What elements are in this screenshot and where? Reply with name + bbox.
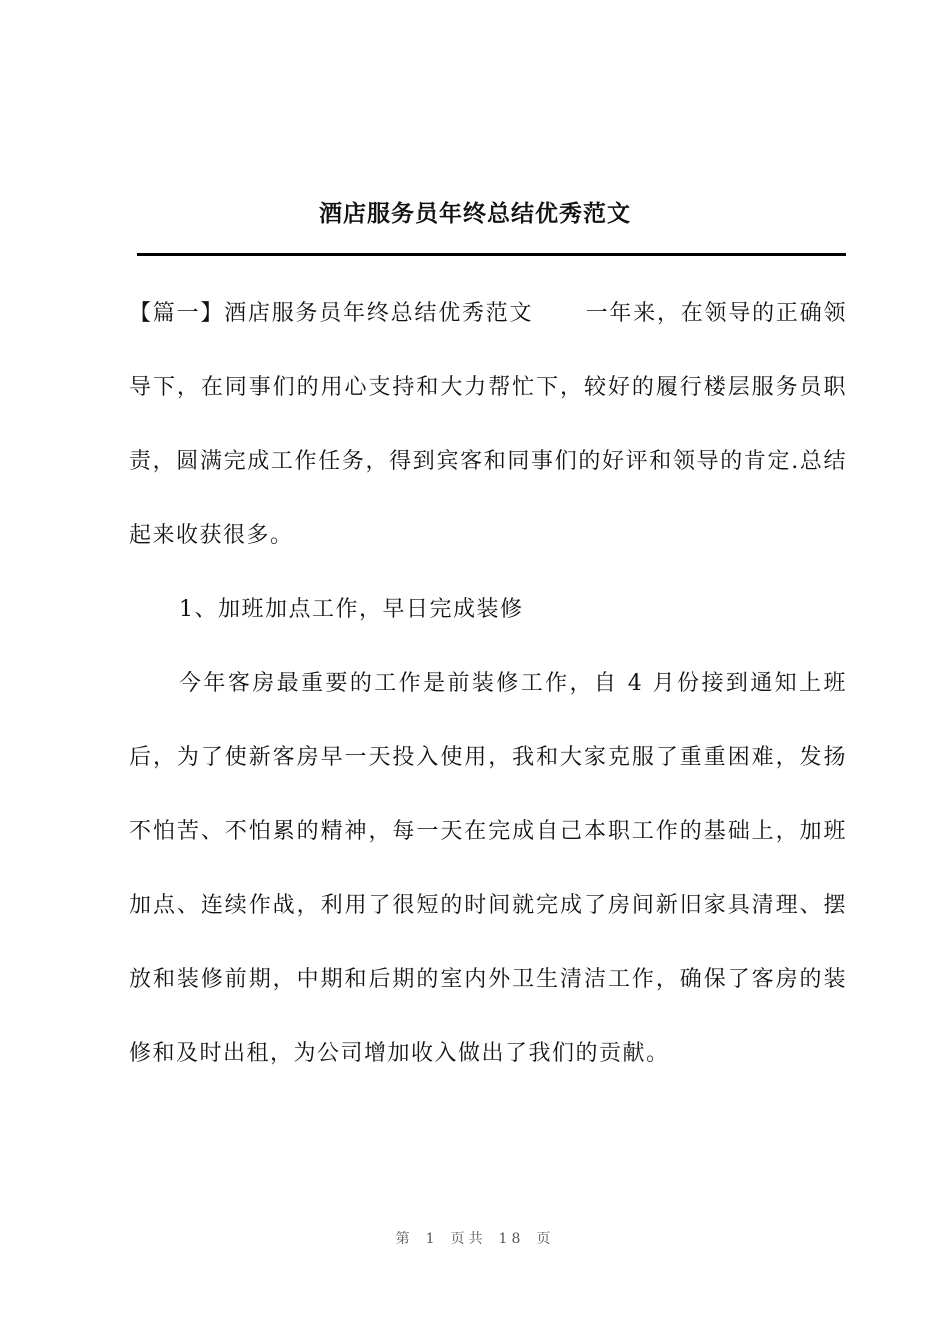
page-footer bbox=[0, 1229, 950, 1249]
footer-page-number: 1 bbox=[425, 1231, 439, 1247]
document-body bbox=[129, 277, 847, 1091]
footer-total-pages: 18 bbox=[498, 1231, 525, 1247]
paragraph-2: 今年客房最重要的工作是前装修工作，自 4 月份接到通知上班后，为了使新客房早一天投入使用，我和大家克服了重重困难，发扬不怕苦、不怕累的精神，每一天在完成自己本职工作的基础上，加班加点、连续作战，利用了很短的时间就完成了房间新旧家具清理、摆放和装修前期，中期和后期的室内外卫生清洁工作，确保了客房的装修和及时出租，为公司增加收入做出了我们的贡献。 bbox=[129, 671, 847, 1066]
subheading-1: 1、加班加点工作，早日完成装修 bbox=[179, 597, 524, 622]
footer-suffix: 页 bbox=[536, 1231, 555, 1247]
intro-text: 一年来，在领导的正确领导下，在同事们的用心支持和大力帮忙下，较好的履行楼层服务员职责，圆满完成工作任务，得到宾客和同事们的好评和领导的肯定.总结起来收获很多。 bbox=[129, 301, 847, 548]
paragraph-intro bbox=[129, 277, 847, 573]
footer-mid: 页共 bbox=[450, 1231, 487, 1247]
title-divider bbox=[137, 253, 846, 256]
footer-prefix: 第 bbox=[395, 1231, 414, 1247]
section-heading-label: 【篇一】酒店服务员年终总结优秀范文 bbox=[129, 301, 534, 326]
document-title: 酒店服务员年终总结优秀范文 bbox=[319, 200, 631, 227]
